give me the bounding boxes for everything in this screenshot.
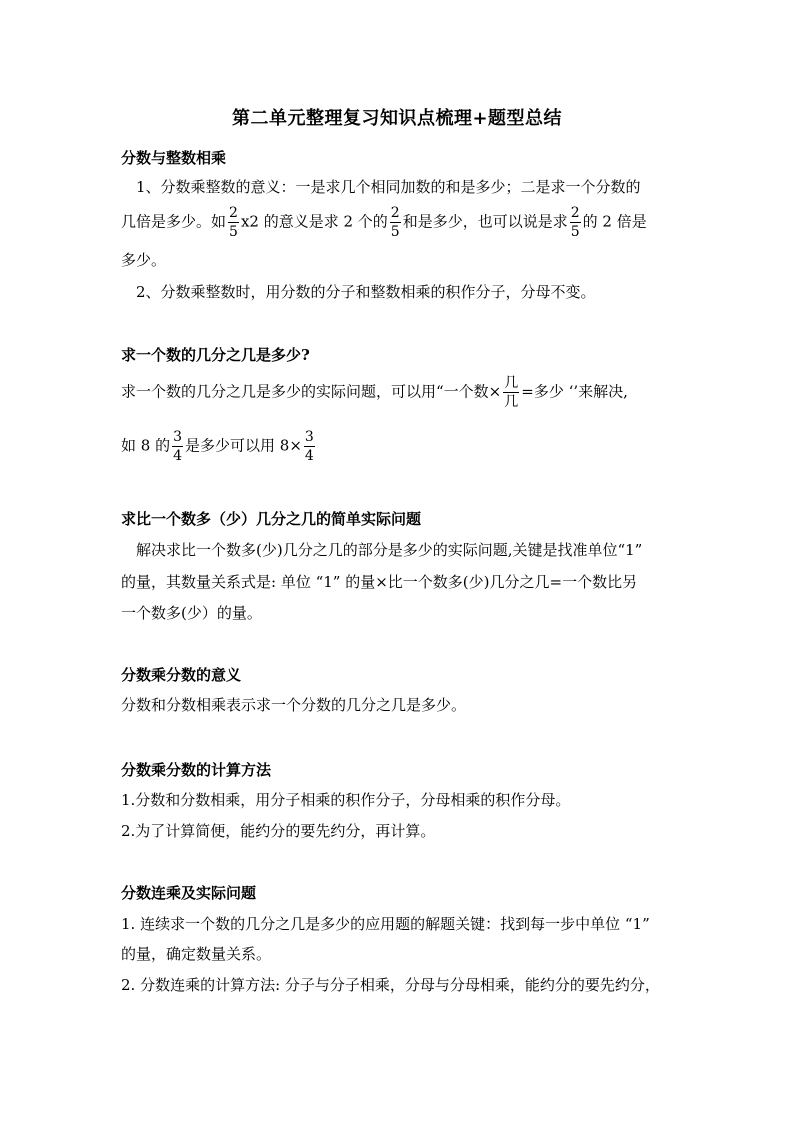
- paragraph-line: 1.分数和分数相乘，用分子相乘的积作分子，分母相乘的积作分母。: [121, 791, 571, 809]
- paragraph-line: 一个数多(少）的量。: [121, 604, 262, 622]
- paragraph-line-with-fraction: 求一个数的几分之几是多少的实际问题，可以用“一个数× $\frac{\text{几}}{\text{几}}$ =多少 ‘’来解决,: [121, 375, 628, 410]
- fraction-three-fourths: $\frac{3}{4}$: [173, 429, 183, 464]
- section-heading-fraction-of-number: 求一个数的几分之几是多少?: [121, 346, 310, 364]
- paragraph-line: 解决求比一个数多(少)几分之几的部分是多少的实际问题,关键是找准单位“1”: [136, 541, 643, 559]
- paragraph-line: 的量，确定数量关系。: [121, 945, 272, 963]
- section-heading-meaning-fraction-times-fraction: 分数乘分数的意义: [121, 666, 242, 684]
- document-title: 第二单元整理复习知识点梳理+题型总结: [231, 108, 563, 129]
- paragraph-line: 1、分数乘整数的意义：一是求几个相同加数的和是多少；二是求一个分数的: [136, 178, 641, 196]
- paragraph-line: 2. 分数连乘的计算方法: 分子与分子相乘，分母与分母相乘，能约分的要先约分，: [121, 976, 660, 994]
- fraction-ji-over-ji: $\frac{\text{几}}{\text{几}}$: [504, 375, 519, 410]
- section-heading-continuous-multiplication: 分数连乘及实际问题: [121, 884, 257, 902]
- fraction-three-fourths: $\frac{3}{4}$: [304, 429, 314, 464]
- paragraph-line: 2、分数乘整数时，用分数的分子和整数相乘的积作分子，分母不变。: [136, 283, 596, 301]
- paragraph-line: 多少。: [121, 251, 167, 269]
- paragraph-line-with-fractions: 几倍是多少。如 $\frac{2}{5}$ x2 的意义是求 2 个的 $\frac{2}{5}$ 和是多少，也可以说是求 $\frac{2}{5}$ 的 2 倍是: [121, 205, 647, 240]
- section-heading-calculation-method: 分数乘分数的计算方法: [121, 761, 272, 779]
- paragraph-line: 1. 连续求一个数的几分之几是多少的应用题的解题关键：找到每一步中单位 “1”: [121, 915, 650, 933]
- fraction-two-fifths: $\frac{2}{5}$: [390, 205, 400, 240]
- paragraph-line: 分数和分数相乘表示求一个分数的几分之几是多少。: [121, 696, 467, 714]
- fraction-two-fifths: $\frac{2}{5}$: [229, 205, 238, 240]
- fraction-two-fifths: $\frac{2}{5}$: [570, 205, 580, 240]
- section-heading-more-or-less-fraction: 求比一个数多（少）几分之几的简单实际问题: [121, 510, 422, 528]
- paragraph-line-with-fraction: 如 8 的 $\frac{3}{4}$ 是多少可以用 8× $\frac{3}{4}$: [121, 429, 314, 464]
- section-heading-fraction-times-integer: 分数与整数相乘: [121, 149, 227, 167]
- paragraph-line: 的量，其数量关系式是: 单位 “1” 的量×比一个数多(少)几分之几=一个数比另: [121, 573, 638, 591]
- paragraph-line: 2.为了计算简便，能约分的要先约分，再计算。: [121, 822, 436, 840]
